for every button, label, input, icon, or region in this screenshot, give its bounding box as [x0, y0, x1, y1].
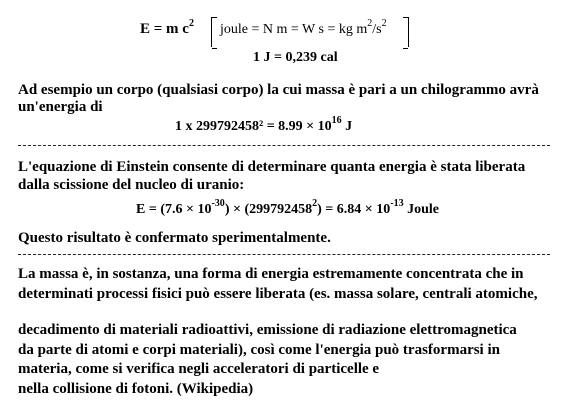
units-exp-a: 2: [367, 18, 373, 30]
units-text-a: joule = N m = W s = kg m: [220, 22, 368, 37]
eq-text-a: E = (7.6 × 10: [136, 202, 212, 217]
eq-exp-3: -13: [390, 198, 404, 210]
units-exp-b: 2: [381, 18, 387, 30]
calc-exp: 16: [331, 115, 342, 127]
mass-line-5: materia, come si verifica negli acceleratori di particelle e: [18, 361, 380, 377]
uranium-equation: [136, 198, 439, 218]
separator-line-1: [18, 145, 550, 146]
einstein-line-2: dalla scissione del nucleo di uranio:: [18, 177, 245, 193]
mass-line-3: decadimento di materiali radioattivi, emissione di radiazione elettromagnetica: [18, 322, 517, 338]
eq-text-b: ) × (299792458: [224, 202, 313, 217]
formula-text: E = m c: [140, 21, 189, 37]
example-line-2: un'energia di: [18, 99, 103, 115]
calc-text-b: J: [341, 119, 353, 134]
eq-text-d: Joule: [403, 202, 439, 217]
einstein-line-1: L'equazione di Einstein consente di determinare quanta energia è stata liberata: [18, 159, 526, 175]
example-line-1: Ad esempio un corpo (qualsiasi corpo) la cui massa è pari a un chilogrammo avrà: [18, 82, 539, 98]
confirmation-text: Questo risultato è confermato sperimentalmente.: [18, 230, 331, 246]
units-definition: [220, 18, 387, 38]
units-text-mid: /s: [372, 22, 382, 37]
mass-line-2: determinati processi fisici può essere liberata (es. massa solare, centrali atomiche,: [18, 286, 538, 302]
formula-exponent: 2: [188, 18, 194, 29]
calc-text-a: 1 x 299792458² = 8.99 × 10: [175, 119, 332, 134]
main-formula: [140, 18, 194, 38]
example-calculation: [175, 115, 353, 135]
eq-exp-2: 2: [312, 198, 318, 210]
eq-exp-1: -30: [211, 198, 225, 210]
mass-line-4: da parte di atomi e corpi materiali), così come l'energia può trasformarsi in: [18, 342, 500, 358]
eq-text-c: ) = 6.84 × 10: [317, 202, 391, 217]
mass-line-1: La massa è, in sostanza, una forma di energia estremamente concentrata che in: [18, 266, 524, 282]
mass-line-6: nella collisione di fotoni. (Wikipedia): [18, 381, 254, 397]
separator-line-2: [18, 254, 550, 255]
calorie-conversion: 1 J = 0,239 cal: [253, 50, 338, 65]
